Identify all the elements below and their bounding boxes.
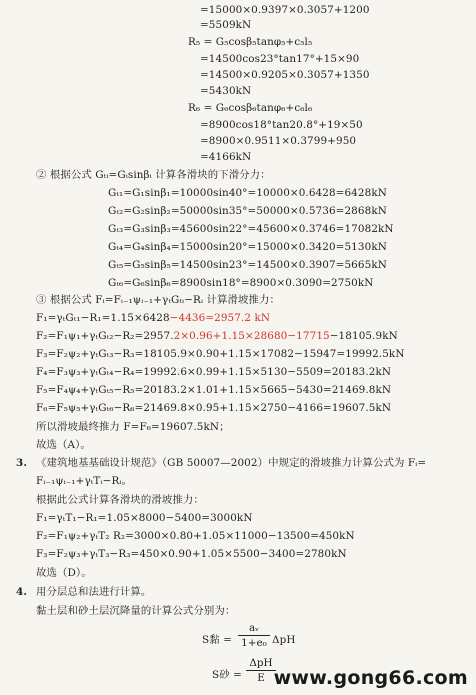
text-line: Gₜ₆=G₆sinβ₆=8900sin18°=8900×0.3090=2750kN	[108, 277, 374, 289]
text-line: F₆=F₅ψ₅+γₜGₜ₆−R₆=21469.8×0.95+1.15×2750−4166=19607.5kN	[36, 402, 392, 414]
question-number: 4.	[16, 586, 28, 598]
text-line: R₅ = G₅cosβ₅tanφ₅+c₅l₅	[188, 36, 313, 48]
fraction-bar	[238, 635, 270, 636]
fraction	[246, 657, 276, 684]
text-line: 故选（D）。	[36, 567, 92, 579]
fraction	[238, 622, 270, 649]
text-line: =15000×0.9397×0.3057+1200	[200, 4, 370, 16]
text-line: =5430kN	[200, 85, 252, 97]
text-line: Gₜ₃=G₃sinβ₃=45600sin22°=45600×0.3746=17082kN	[108, 223, 394, 235]
text-line: 《建筑地基基础设计规范》（GB 50007—2002）中规定的滑坡推力计算公式为 Fᵢ=	[36, 457, 427, 469]
question-number: 3.	[16, 457, 28, 469]
text-line	[36, 329, 398, 343]
text-line: Gₜ₁=G₁sinβ₁=10000sin40°=10000×0.6428=6428kN	[108, 187, 387, 199]
fraction-numerator: ΔpH	[249, 657, 273, 669]
text-line: 用分层总和法进行计算。	[36, 586, 152, 598]
text-line: Gₜ₄=G₄sinβ₄=15000sin20°=15000×0.3420=5130kN	[108, 241, 387, 253]
text-line: =14500×0.9205×0.3057+1350	[200, 69, 370, 81]
step-heading: ③ 根据公式 Fᵢ=Fᵢ₋₁ψᵢ₋₁+γₜGₜᵢ−Rᵢ 计算滑坡推力：	[36, 294, 280, 306]
text-line: Fᵢ₋₁ψᵢ₋₁+γₜTᵢ−Rᵢ。	[36, 475, 133, 487]
formula-tail: ΔpH	[272, 634, 296, 646]
text-line: F₁=γₜT₁−R₁=1.05×8000−5400=3000kN	[36, 512, 253, 524]
text-segment: F₁=γₜGₜ₁−R₁=1.15×6428	[36, 312, 170, 324]
text-line: 根据此公式计算各滑块的滑坡推力：	[36, 494, 204, 506]
fraction-denominator: E	[257, 672, 265, 684]
text-line: F₂=F₁ψ₂+γₜT₂ R₂=3000×0.80+1.05×11000−13500=450kN	[36, 530, 355, 542]
highlighted-text: 2×0.96+1.15×28680−17715	[173, 330, 330, 342]
text-line: 所以滑坡最终推力 F=F₆=19607.5kN；	[36, 421, 230, 433]
text-line: =14500cos23°tan17°+15×90	[200, 53, 360, 65]
step-heading: ② 根据公式 Gₜᵢ=Gᵢsinβᵢ 计算各滑块的下滑分力：	[36, 169, 271, 181]
text-line: =5509kN	[200, 19, 252, 31]
text-line: F₅=F₄ψ₄+γₜGₜ₅−R₅=20183.2×1.01+1.15×5665−5430=21469.8kN	[36, 384, 392, 396]
text-segment: F₂=F₁ψ₁+γₜGₜ₂−R₂=2957.	[36, 330, 174, 342]
text-line: =4166kN	[200, 151, 252, 163]
fraction-denominator: 1+e₀	[241, 637, 267, 649]
text-line: =8900cos18°tan20.8°+19×50	[200, 119, 363, 131]
highlighted-text: −4436=2957.2 kN	[169, 312, 271, 324]
fraction-bar	[246, 670, 276, 671]
text-segment: −18105.9kN	[329, 330, 398, 342]
text-line: F₃=F₂ψ₃+γₜT₃−R₃=450×0.90+1.05×5500−3400=2780kN	[36, 548, 347, 560]
watermark: www.gong66.com	[273, 667, 468, 689]
text-line: 黏土层和砂土层沉降量的计算公式分别为：	[36, 605, 236, 617]
formula-lhs: S黏 =	[202, 634, 232, 646]
text-line: 故选（A）。	[36, 439, 91, 451]
text-line: F₃=F₂ψ₂+γₜGₜ₃−R₃=18105.9×0.90+1.15×17082−15947=19992.5kN	[36, 348, 405, 360]
text-line: =8900×0.9511×0.3799+950	[200, 135, 357, 147]
fraction-numerator: aᵥ	[248, 622, 260, 634]
formula-lhs: S砂 =	[212, 669, 242, 681]
text-line: F₄=F₃ψ₃+γₜGₜ₄−R₄=19992.6×0.99+1.15×5130−5509=20183.2kN	[36, 366, 392, 378]
text-line: R₆ = G₆cosβ₆tanφ₆+c₆l₆	[188, 102, 313, 114]
text-line: Gₜ₅=G₅sinβ₅=14500sin23°=14500×0.3907=5665kN	[108, 259, 387, 271]
text-line: Gₜ₂=G₂sinβ₂=50000sin35°=50000×0.5736=2868kN	[108, 205, 387, 217]
text-line	[36, 311, 270, 325]
